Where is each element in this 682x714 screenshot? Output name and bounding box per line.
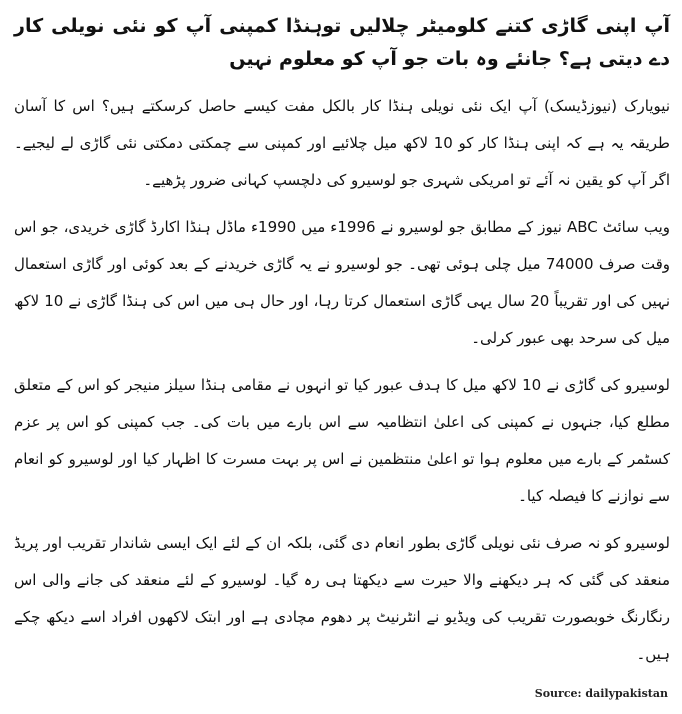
article-paragraph-purchase: ویب سائٹ ABC نیوز کے مطابق جو لوسیرو نے 1996ء میں 1990ء ماڈل ہنڈا اکارڈ گاڑی خریدی، جو اس وقت صرف 74000 میل چلی ہوئی تھی۔ جو لوسیرو نے یہ گاڑی خریدنے کے بعد کوئی اور گاڑی استعمال نہیں کی اور تقریباً 20 سال یہی گاڑی استعمال کرتا رہا، اور حال ہی میں اس کی ہنڈا گاڑی نے 10 لاکھ میل کی سرحد بھی عبور کرلی۔ — [14, 218, 671, 347]
article-headline: آپ اپنی گاڑی کتنے کلومیٹر چلالیں توہنڈا کمپنی آپ کو نئی نویلی کار دے دیتی ہے؟ جانئے وہ بات جو آپ کو معلوم نہیں — [14, 15, 670, 70]
article-paragraph-reward: لوسیرو کو نہ صرف نئی نویلی گاڑی بطور انعام دی گئی، بلکہ ان کے لئے ایک ایسی شاندار تقریب اور پریڈ منعقد کی گئی کہ ہر دیکھنے والا حیرت سے دیکھتا ہی رہ گیا۔ لوسیرو کے لئے منعقد کی جانے والی اس رنگارنگ خوبصورت تقریب کی ویڈیو نے انٹرنیٹ پر دھوم مچادی ہے اور ابتک لاکھوں افراد اسے دیکھ چکے ہیں۔ — [14, 534, 670, 663]
source-credit: Source: dailypakistan — [534, 687, 668, 700]
article-paragraph-intro: نیویارک (نیوزڈیسک) آپ ایک نئی نویلی ہنڈا کار بالکل مفت کیسے حاصل کرسکتے ہیں؟ اس کا آسان طریقہ یہ ہے کہ اپنی ہنڈا کار کو 10 لاکھ میل چلائیے اور کمپنی سے چمکتی دمکتی نئی گاڑی لے لیجیے۔ اگر آپ کو یقین نہ آئے تو امریکی شہری جو لوسیرو کی دلچسپ کہانی ضرور پڑھیے۔ — [14, 97, 670, 189]
article-body — [14, 10, 670, 683]
article-paragraph-milestone: لوسیرو کی گاڑی نے 10 لاکھ میل کا ہدف عبور کیا تو انہوں نے مقامی ہنڈا سیلز منیجر کو اس کے متعلق مطلع کیا، جنہوں نے کمپنی کی اعلیٰ انتظامیہ سے اس بارے میں بات کی۔ جب کمپنی کو اس پر عزم کسٹمر کے بارے میں معلوم ہوا تو اعلیٰ منتظمین نے اس پر بہت مسرت کا اظہار کیا اور لوسیرو کو انعام سے نوازنے کا فیصلہ کیا۔ — [14, 376, 671, 505]
